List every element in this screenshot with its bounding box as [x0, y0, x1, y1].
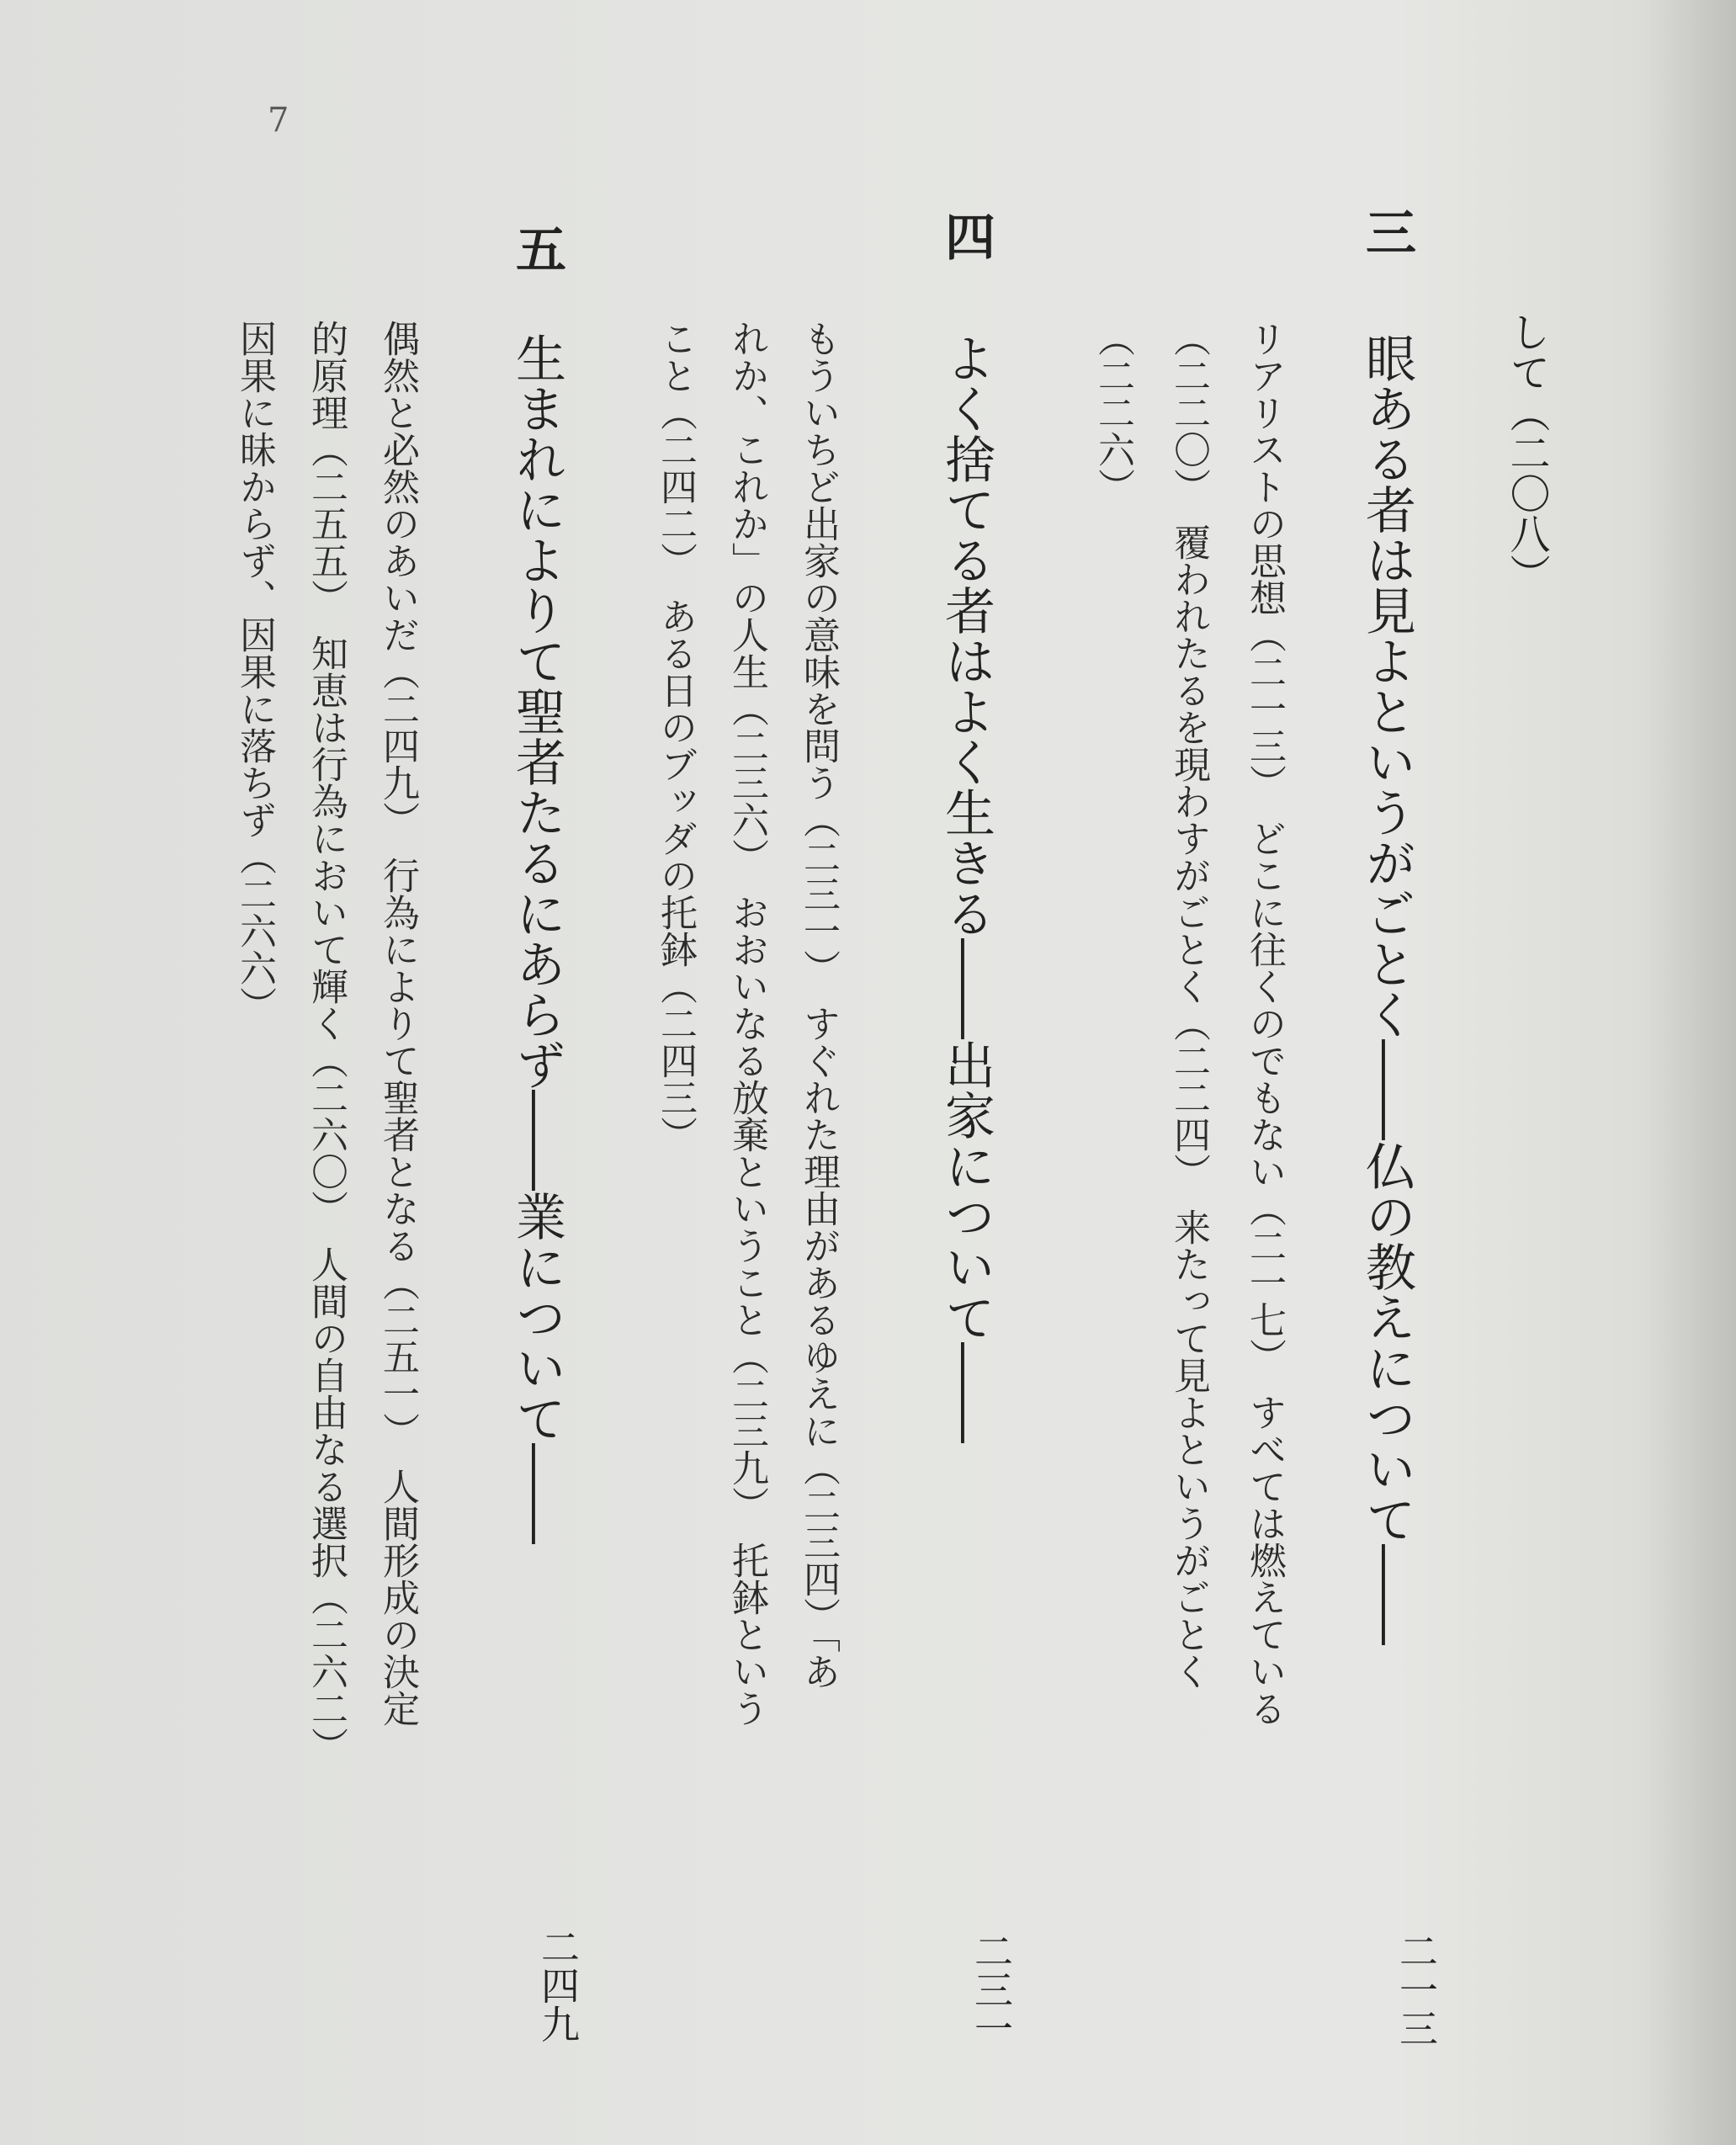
section-5-page: 二四九: [535, 1927, 581, 2043]
continuation-line: して（二〇八）: [1503, 311, 1550, 594]
section-3-line-2: （二二〇） 覆われたるを現わすがごとく（二二四） 来たって見よというがごとく: [1167, 320, 1210, 1690]
section-4-number: 四: [937, 210, 995, 261]
section-3-line-3: （二二六）: [1091, 320, 1134, 505]
section-4-page: 二三一: [969, 1931, 1014, 2047]
section-5-number: 五: [507, 223, 566, 273]
section-3-line-1: リアリストの思想（二一三） どこに往くのでもない（二一七） すべては燃えている: [1243, 320, 1286, 1727]
page-gutter-shadow: [1635, 0, 1736, 2145]
section-4-line-2: れか、これか」の人生（二三六） おおいなる放棄ということ（二三九） 托鉢という: [725, 320, 768, 1727]
section-3-page: 二一三: [1394, 1931, 1439, 2047]
section-4-title: よく捨てる者はよく生きる――出家について――: [937, 332, 995, 1443]
section-3-number: 三: [1357, 206, 1416, 257]
section-5-line-1: 偶然と必然のあいだ（二四九） 行為によりて聖者となる（二五一） 人間形成の決定: [376, 320, 419, 1727]
page-number: 7: [268, 101, 289, 140]
section-5-line-2: 的原理（二五五） 知恵は行為において輝く（二六〇） 人間の自由なる選択（二六二）: [305, 320, 348, 1764]
section-4-line-3: こと（二四二） ある日のブッダの托鉢（二四三）: [654, 320, 697, 1153]
section-5-line-3: 因果に昧からず、因果に落ちず（二六六）: [233, 320, 276, 1023]
section-3-title: 眼ある者は見よというがごとく――仏の教えについて――: [1357, 332, 1416, 1645]
section-4-line-1: もういちど出家の意味を問う（二三一） すぐれた理由があるゆえに（二三四）「あ: [797, 320, 840, 1690]
section-5-title: 生まれによりて聖者たるにあらず――業について――: [507, 332, 566, 1544]
